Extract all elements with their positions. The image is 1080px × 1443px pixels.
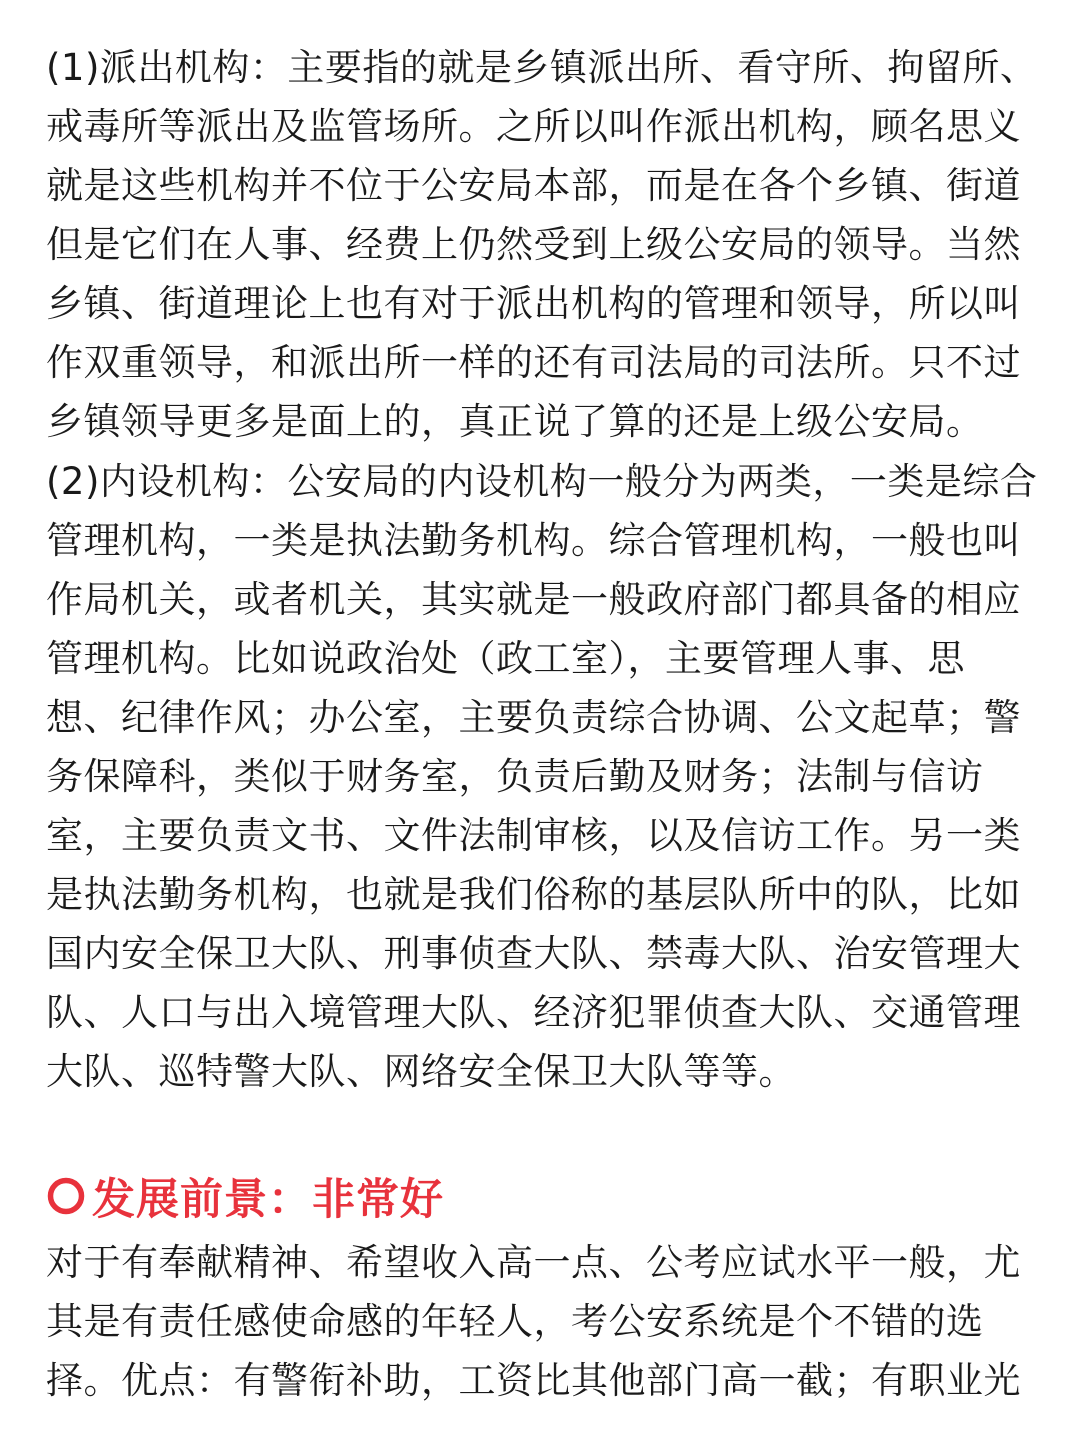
text-line: 戒毒所等派出及监管场所。之所以叫作派出机构，顾名思义 <box>46 105 1021 148</box>
section-heading-text: 发展前景：非常好 <box>92 1174 444 1225</box>
section-heading-prospects <box>44 1165 444 1227</box>
text-line: 管理机构，一类是执法勤务机构。综合管理机构，一般也叫 <box>46 519 1021 562</box>
text-line: 作双重领导，和派出所一样的还有司法局的司法所。只不过 <box>46 341 1021 384</box>
text-line: (1)派出机构：主要指的就是乡镇派出所、看守所、拘留所、 <box>46 46 1038 89</box>
text-line: 务保障科，类似于财务室，负责后勤及财务；法制与信访 <box>46 755 984 798</box>
text-line: 想、纪律作风；办公室，主要负责综合协调、公文起草；警 <box>46 696 1021 739</box>
paragraph-dispatch-agencies <box>46 38 1036 451</box>
text-line: 但是它们在人事、经费上仍然受到上级公安局的领导。当然 <box>46 223 1021 266</box>
text-line: 其是有责任感使命感的年轻人，考公安系统是个不错的选 <box>46 1300 984 1343</box>
text-line: 乡镇领导更多是面上的，真正说了算的还是上级公安局。 <box>46 400 984 443</box>
text-line: 对于有奉献精神、希望收入高一点、公考应试水平一般，尤 <box>46 1241 1021 1284</box>
text-line: 就是这些机构并不位于公安局本部，而是在各个乡镇、街道 <box>46 164 1021 207</box>
paragraph-prospects <box>46 1233 1036 1410</box>
text-line: 作局机关，或者机关，其实就是一般政府部门都具备的相应 <box>46 578 1021 621</box>
text-line: 择。优点：有警衔补助，工资比其他部门高一截；有职业光 <box>46 1359 1021 1402</box>
text-line: 队、人口与出入境管理大队、经济犯罪侦查大队、交通管理 <box>46 991 1021 1034</box>
red-circle-icon <box>44 1174 88 1218</box>
text-line: 国内安全保卫大队、刑事侦查大队、禁毒大队、治安管理大 <box>46 932 1021 975</box>
text-line: 管理机构。比如说政治处（政工室），主要管理人事、思 <box>46 637 965 680</box>
text-line: 室，主要负责文书、文件法制审核，以及信访工作。另一类 <box>46 814 1021 857</box>
text-line: 是执法勤务机构，也就是我们俗称的基层队所中的队，比如 <box>46 873 1021 916</box>
text-line: 大队、巡特警大队、网络安全保卫大队等等。 <box>46 1050 796 1093</box>
text-line: 乡镇、街道理论上也有对于派出机构的管理和领导，所以叫 <box>46 282 1021 325</box>
text-line: (2)内设机构：公安局的内设机构一般分为两类，一类是综合 <box>46 460 1038 503</box>
paragraph-internal-agencies <box>46 452 1036 1101</box>
